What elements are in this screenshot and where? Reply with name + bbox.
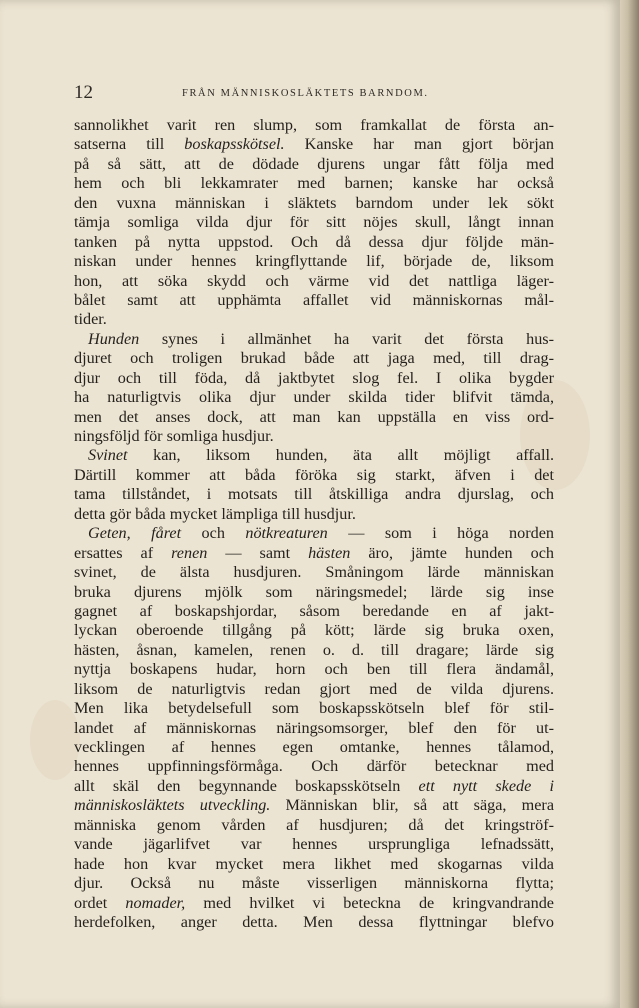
text-run: niskan under hennes kringflyttande lif, började de, liksom [74, 252, 554, 271]
text-line [74, 466, 554, 485]
text-run: svinet, de älsta husdjuren. Småningom lärde människan [74, 563, 554, 582]
italic-term: människosläktets utveckling. [74, 796, 271, 815]
text-line [74, 641, 554, 660]
text-line [74, 874, 554, 893]
text-line [74, 583, 554, 602]
text-line [74, 913, 554, 932]
italic-term: Hunden [88, 329, 140, 348]
text-run: hon, att söka skydd och värme vid det nattliga läger- [74, 271, 554, 290]
text-line [74, 680, 554, 699]
text-line [74, 291, 554, 310]
text-line [74, 563, 554, 582]
italic-term: Svinet [88, 446, 128, 465]
paper-stain [30, 700, 80, 780]
text-line [74, 660, 554, 679]
text-line [74, 855, 554, 874]
text-run: och [181, 524, 246, 543]
text-run: ordet [74, 893, 126, 912]
text-run: ningsföljd för somliga husdjur. [74, 427, 274, 445]
text-line [74, 427, 554, 446]
italic-term: Geten, [88, 524, 131, 543]
text-line [74, 485, 554, 504]
text-run: bålet samt att upphämta affallet vid människornas mål- [74, 290, 554, 309]
text-line [74, 388, 554, 407]
page-right-edge [620, 0, 639, 1008]
text-line [74, 369, 554, 388]
text-run: Kanske har man gjort början [284, 135, 554, 154]
text-run: detta gör båda mycket lämpliga till husdjur. [74, 504, 356, 523]
text-run: Men lika betydelsefull som boskapsskötseln blef för stil- [74, 699, 554, 718]
text-run: djur. Också nu måste visserligen människorna flytta; [74, 874, 554, 893]
text-run: hästen, åsnan, kamelen, renen o. d. till dragare; lärde sig [74, 640, 554, 659]
text-line [74, 330, 554, 349]
text-line [74, 408, 554, 427]
text-line [74, 602, 554, 621]
text-line [74, 757, 554, 776]
text-run: synes i allmänhet ha varit det första hus- [139, 329, 554, 348]
text-run: djuret och troligen brukad både att jaga med, till drag- [74, 349, 554, 368]
text-run: — som i höga norden [327, 524, 555, 543]
text-line [74, 738, 554, 757]
italic-term: boskapsskötsel. [184, 135, 285, 154]
text-line [74, 699, 554, 718]
page-number: 12 [74, 82, 93, 103]
text-run: tider. [74, 310, 107, 329]
text-line [74, 194, 554, 213]
text-run: nyttja boskapens hudar, horn och ben till flera ändamål, [74, 660, 554, 679]
text-run: satserna till [74, 135, 185, 154]
text-run: liksom de naturligtvis redan gjort med de vilda djurens. [74, 679, 554, 698]
text-line [74, 233, 554, 252]
text-line [74, 816, 554, 835]
text-line [74, 116, 554, 135]
text-run: den vuxna människan i släktets barndom under lek sökt [74, 193, 554, 212]
italic-term: fåret [151, 524, 182, 543]
body-text [74, 116, 554, 932]
text-run: Därtill kommer att båda föröka sig starkt, äfven i det [74, 465, 554, 484]
text-line [74, 505, 554, 524]
text-run: gagnet af boskapshjordar, såsom beredande en af jakt- [74, 601, 554, 620]
text-run: — samt [207, 543, 309, 562]
text-line [74, 719, 554, 738]
text-line [74, 349, 554, 368]
text-line [74, 621, 554, 640]
text-run: hade hon kvar mycket mera likhet med skogarnas vilda [74, 854, 554, 873]
text-run: på så sätt, att de dödade djurens ungar fått följa med [74, 154, 554, 173]
text-run: sannolikhet varit ren slump, som framkallat de första an- [74, 116, 554, 134]
text-line [74, 544, 554, 563]
text-run: vande jägarlifvet var hennes ursprungliga lefnadssätt, [74, 835, 554, 854]
italic-term: nomader, [125, 893, 186, 912]
text-line [74, 272, 554, 291]
page-header [74, 82, 554, 108]
text-run: hem och bli lekkamrater med barnen; kanske har också [74, 174, 554, 193]
text-line [74, 446, 554, 465]
text-line [74, 252, 554, 271]
text-run: kan, liksom hunden, äta allt möjligt affall. [127, 446, 554, 465]
italic-term: renen [171, 543, 208, 562]
text-line [74, 155, 554, 174]
text-run: bruka djurens mjölk som näringsmedel; lärde sig inse [74, 582, 554, 601]
text-run: hennes uppfinningsförmåga. Och därför betecknar med [74, 757, 554, 776]
text-run: lyckan oberoende tillgång på kött; lärde sig bruka oxen, [74, 621, 554, 640]
text-run: landet af människornas näringsomsorger, blef den för ut- [74, 718, 554, 737]
text-run: ha naturligtvis olika djur under skilda tider blifvit tämda, [74, 388, 554, 407]
text-run: herdefolken, anger detta. Men dessa flyttningar blefvo [74, 912, 554, 931]
text-run: vecklingen af hennes egen omtanke, hennes tålamod, [74, 738, 554, 756]
italic-term: nötkreaturen [245, 524, 328, 543]
text-run: tama tillståndet, i motsats till åtskilliga andra djurslag, och [74, 485, 554, 504]
text-run: äro, jämte hunden och [350, 543, 554, 562]
text-line [74, 524, 554, 543]
running-head: FRÅN MÄNNISKOSLÄKTETS BARNDOM. [182, 88, 429, 99]
text-line [74, 213, 554, 232]
italic-term: ett nytt skede i [418, 776, 554, 795]
text-run [131, 524, 151, 542]
text-line [74, 174, 554, 193]
text-run: tämja somliga vilda djur för sitt nöjes skull, långt innan [74, 213, 554, 232]
text-line [74, 835, 554, 854]
text-run: människa genom vården af husdjuren; då det kringströf- [74, 815, 554, 834]
text-run: ersattes af [74, 543, 172, 562]
text-run: tanken på nytta uppstod. Och då dessa djur följde män- [74, 232, 554, 251]
text-line [74, 135, 554, 154]
text-run: djur och till föda, då jaktbytet slog fel. I olika bygder [74, 368, 554, 387]
italic-term: hästen [308, 543, 351, 562]
text-line [74, 796, 554, 815]
text-line [74, 310, 554, 329]
text-line [74, 894, 554, 913]
text-run: Människan blir, så att säga, mera [270, 796, 554, 815]
text-run: med hvilket vi beteckna de kringvandrande [185, 893, 554, 912]
text-run: men det anses dock, att man kan uppställa en viss ord- [74, 407, 554, 426]
text-line [74, 777, 554, 796]
text-run: allt skäl den begynnande boskapsskötseln [74, 776, 419, 795]
